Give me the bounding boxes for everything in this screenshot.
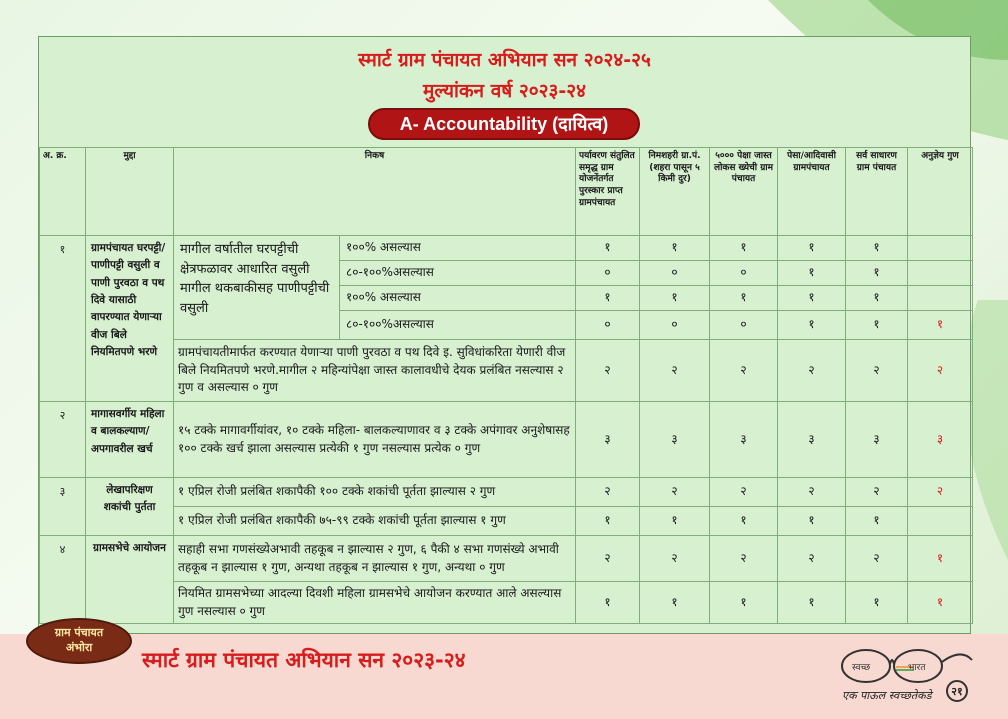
cell-value: १ [778, 286, 846, 311]
row-topic: लेखापरिक्षण शकांची पुर्तता [86, 478, 174, 536]
cell-value: १ [640, 507, 710, 536]
cell-value: २ [576, 340, 640, 402]
cell-value: २ [576, 536, 640, 582]
row-topic: ग्रामपंचायत घरपट्टी/पाणीपट्टी वसुली व पाणी पुरवठा व पथ दिवे यासाठी वापरण्यात येणाऱ्या वीज बिले नियमितपणे भरणे [86, 236, 174, 402]
page-number: २१ [946, 680, 968, 702]
header-sr: अ. क्र. [40, 148, 86, 236]
cell-value: १ [778, 582, 846, 624]
row-topic: ग्रामसभेचे आयोजन [86, 536, 174, 624]
table-header-row [40, 148, 973, 236]
sub-criteria: १००% असल्यास [340, 286, 576, 311]
sub-criteria: ८०-१००%असल्यास [340, 311, 576, 340]
cell-value: २ [846, 478, 908, 507]
cell-value: ३ [846, 402, 908, 478]
sub-criteria: ८०-१००%असल्यास [340, 261, 576, 286]
cell-value: १ [710, 236, 778, 261]
cell-value: १ [576, 286, 640, 311]
header-score: अनुज्ञेय गुण [908, 148, 973, 236]
cell-value: २ [640, 340, 710, 402]
cell-value: २ [846, 340, 908, 402]
cell-value: २ [778, 340, 846, 402]
gp-label: ग्राम पंचायत [54, 626, 104, 640]
cell-value: १ [778, 507, 846, 536]
cell-value: १ [846, 311, 908, 340]
cell-value: १ [846, 582, 908, 624]
header-nonurban: निमशहरी ग्रा.पं. (शहरा पासून ५ किमी दुर) [640, 148, 710, 236]
cell-score [908, 507, 973, 536]
cell-value: ३ [576, 402, 640, 478]
gp-village: अंभोरा [65, 641, 93, 654]
cell-value: १ [640, 582, 710, 624]
cell-value: २ [710, 340, 778, 402]
cell-value: ० [640, 311, 710, 340]
cell-value: २ [710, 478, 778, 507]
row-criteria: सहाही सभा गणसंख्येअभावी तहकूब न झाल्यास २ गुण, ६ पैकी ४ सभा गणसंख्ये अभावी तहकूब न झाल्यास १ गुण, अन्यथा तहकूब न झाल्यास १ गुण, अन्यथा ० गुण [174, 536, 576, 582]
table-row [40, 582, 973, 624]
header-pesa: पेसा/आदिवासी ग्रामपंचायत [778, 148, 846, 236]
logo-left-text: स्वच्छ [852, 663, 871, 673]
page-title: स्मार्ट ग्राम पंचायत अभियान सन २०२४-२५ [358, 49, 651, 71]
table-row [40, 536, 973, 582]
cell-value: १ [846, 236, 908, 261]
cell-score: १ [908, 311, 973, 340]
content-panel [38, 36, 971, 634]
row-criteria: १ एप्रिल रोजी प्रलंबित शकापैकी १०० टक्के शकांची पूर्तता झाल्यास २ गुण [174, 478, 576, 507]
cell-value: ० [640, 261, 710, 286]
row-sr: १ [40, 236, 86, 402]
cell-score: २ [908, 478, 973, 507]
cell-value: १ [710, 507, 778, 536]
cell-value: १ [640, 236, 710, 261]
cell-value: १ [846, 261, 908, 286]
table-row [40, 340, 973, 402]
row-sr: ४ [40, 536, 86, 624]
gram-panchayat-badge [26, 618, 132, 664]
cell-value: १ [710, 582, 778, 624]
header-topic: मुद्दा [86, 148, 174, 236]
cell-value: १ [710, 286, 778, 311]
cell-value: ३ [778, 402, 846, 478]
table-row [40, 236, 973, 261]
cell-score: २ [908, 340, 973, 402]
cell-value: १ [640, 286, 710, 311]
logo-right-text: भारत [908, 663, 926, 673]
header-env: पर्यावरण संतुलित समृद्ध ग्राम योजनेंतर्गत पुरस्कार प्राप्त ग्रामपंचायत [576, 148, 640, 236]
table-row [40, 507, 973, 536]
row-criteria: १५ टक्के मागावर्गीयांवर, १० टक्के महिला- बालकल्याणावर व ३ टक्के अपंगावर अनुशेषासह १०० टक्के खर्च झाला असल्यास प्रत्येकी १ गुण नसल्यास प्रत्येक ० गुण [174, 402, 576, 478]
cell-value: १ [846, 286, 908, 311]
page-subtitle: मुल्यांकन वर्ष २०२३-२४ [422, 80, 587, 102]
row-sr: २ [40, 402, 86, 478]
cell-value: १ [778, 311, 846, 340]
cell-value: १ [576, 507, 640, 536]
cell-value: २ [846, 536, 908, 582]
cell-value: १ [778, 261, 846, 286]
cell-score: १ [908, 536, 973, 582]
cell-score [908, 286, 973, 311]
header-5000: ५००० पेक्षा जास्त लोकस ख्येची ग्राम पंचायत [710, 148, 778, 236]
sub-criteria: १००% असल्यास [340, 236, 576, 261]
header-general: सर्व साधारण ग्राम पंचायत [846, 148, 908, 236]
evaluation-table [39, 147, 973, 624]
cell-value: १ [576, 582, 640, 624]
cell-value: २ [710, 536, 778, 582]
cell-value: २ [640, 536, 710, 582]
header-criteria: निकष [174, 148, 576, 236]
cell-value: २ [576, 478, 640, 507]
cell-value: २ [778, 478, 846, 507]
footer-title: स्मार्ट ग्राम पंचायत अभियान सन २०२३-२४ [142, 648, 466, 672]
row-criteria: १ एप्रिल रोजी प्रलंबित शकापैकी ७५-९९ टक्के शकांची पूर्तता झाल्यास १ गुण [174, 507, 576, 536]
cell-value: ३ [710, 402, 778, 478]
cell-value: ० [576, 311, 640, 340]
cell-value: ० [710, 261, 778, 286]
row-sr: ३ [40, 478, 86, 536]
cell-value: १ [846, 507, 908, 536]
cell-value: १ [576, 236, 640, 261]
cell-score: ३ [908, 402, 973, 478]
row-criteria: नियमित ग्रामसभेच्या आदल्या दिवशी महिला ग्रामसभेचे आयोजन करण्यात आले असल्यास गुण नसल्यास ० गुण [174, 582, 576, 624]
cell-value: २ [778, 536, 846, 582]
cell-value: ३ [640, 402, 710, 478]
cell-value: ० [576, 261, 640, 286]
section-badge: A- Accountability (दायित्व) [368, 108, 640, 140]
cell-score [908, 236, 973, 261]
cell-value: ० [710, 311, 778, 340]
row-topic: मागासवर्गीय महिला व बालकल्याण/ अपगावरील खर्च [86, 402, 174, 478]
cell-value: १ [778, 236, 846, 261]
cell-score [908, 261, 973, 286]
cell-value: २ [640, 478, 710, 507]
row-criteria: मागील वर्षातील घरपट्टीची क्षेत्रफळावर आधारित वसुली मागील थकबाकीसह पाणीपट्टीची वसुली [174, 236, 340, 340]
logo-tagline: एक पाऊल स्वच्छतेकडे [842, 689, 932, 702]
row-criteria: ग्रामपंचायतीमार्फत करण्यात येणाऱ्या पाणी पुरवठा व पथ दिवे इ. सुविधांकरिता येणारी वीज बिले नियमितपणे भरणे.मागील २ महिन्यांपेक्षा जास्त कालावधीचे देयक प्रलंबित नसल्यास २ गुण व असल्यास ० गुण [174, 340, 576, 402]
table-row [40, 402, 973, 478]
table-row [40, 478, 973, 507]
cell-score: १ [908, 582, 973, 624]
